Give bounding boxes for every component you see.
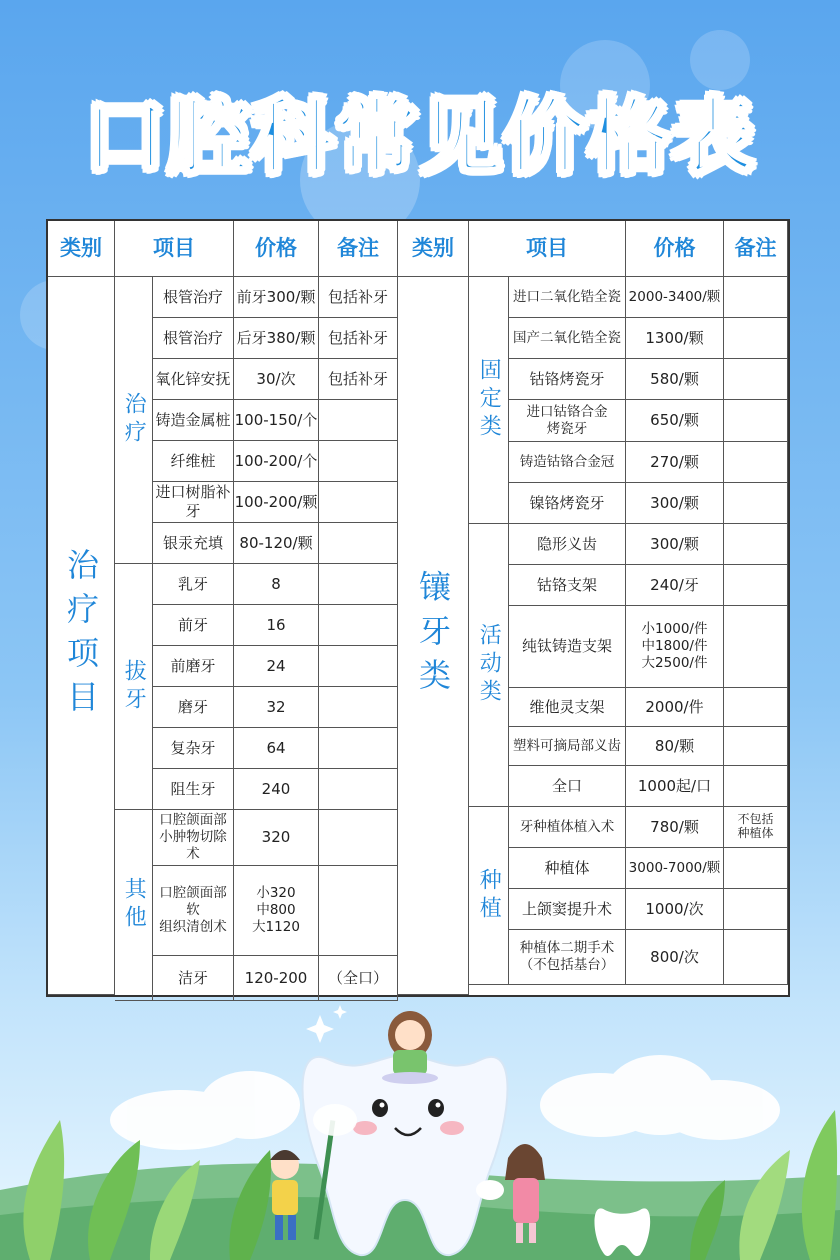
tooth-cartoon-scene bbox=[0, 1000, 840, 1260]
price-cell: 650/颗 bbox=[626, 400, 724, 442]
price-cell: 100-200/个 bbox=[234, 441, 319, 482]
price-cell: 2000-3400/颗 bbox=[626, 277, 724, 318]
header-cell: 价格 bbox=[626, 221, 724, 277]
price-cell: 80-120/颗 bbox=[234, 523, 319, 564]
header-cell: 备注 bbox=[319, 221, 398, 277]
item-cell: 洁牙 bbox=[153, 956, 234, 1001]
item-cell: 进口钴铬合金 烤瓷牙 bbox=[509, 400, 626, 442]
note-cell bbox=[724, 930, 788, 985]
note-cell: （全口） bbox=[319, 956, 398, 1001]
price-cell: 270/颗 bbox=[626, 442, 724, 483]
item-cell: 复杂牙 bbox=[153, 728, 234, 769]
price-cell: 100-150/个 bbox=[234, 400, 319, 441]
item-cell: 根管治疗 bbox=[153, 277, 234, 318]
note-cell bbox=[319, 523, 398, 564]
price-cell: 320 bbox=[234, 810, 319, 866]
item-cell: 根管治疗 bbox=[153, 318, 234, 359]
note-cell bbox=[724, 483, 788, 524]
price-cell: 前牙300/颗 bbox=[234, 277, 319, 318]
price-cell: 1300/颗 bbox=[626, 318, 724, 359]
right-group: 固定类 bbox=[469, 277, 509, 524]
note-cell bbox=[724, 727, 788, 766]
item-cell: 隐形义齿 bbox=[509, 524, 626, 565]
left-group: 其他 bbox=[115, 810, 153, 1001]
right-category: 镶牙类 bbox=[398, 277, 469, 995]
item-cell: 铸造钴铬合金冠 bbox=[509, 442, 626, 483]
item-cell: 乳牙 bbox=[153, 564, 234, 605]
note-cell bbox=[319, 728, 398, 769]
note-cell: 包括补牙 bbox=[319, 318, 398, 359]
header-cell: 项目 bbox=[115, 221, 234, 277]
item-cell: 进口树脂补牙 bbox=[153, 482, 234, 523]
note-cell bbox=[319, 441, 398, 482]
note-cell bbox=[319, 646, 398, 687]
price-cell: 30/次 bbox=[234, 359, 319, 400]
item-cell: 前牙 bbox=[153, 605, 234, 646]
note-cell bbox=[319, 605, 398, 646]
note-cell bbox=[724, 442, 788, 483]
header-cell: 备注 bbox=[724, 221, 788, 277]
header-cell: 类别 bbox=[398, 221, 469, 277]
price-cell: 小1000/件 中1800/件 大2500/件 bbox=[626, 606, 724, 688]
note-cell bbox=[319, 564, 398, 605]
item-cell: 维他灵支架 bbox=[509, 688, 626, 727]
note-cell bbox=[319, 769, 398, 810]
item-cell: 进口二氧化锆全瓷 bbox=[509, 277, 626, 318]
item-cell: 牙种植体植入术 bbox=[509, 807, 626, 848]
item-cell: 国产二氧化锆全瓷 bbox=[509, 318, 626, 359]
note-cell bbox=[319, 810, 398, 866]
note-cell bbox=[724, 277, 788, 318]
note-cell bbox=[319, 866, 398, 956]
note-cell bbox=[724, 359, 788, 400]
note-cell bbox=[724, 848, 788, 889]
price-cell: 800/次 bbox=[626, 930, 724, 985]
left-category: 治疗项目 bbox=[48, 277, 115, 995]
item-cell: 前磨牙 bbox=[153, 646, 234, 687]
note-cell: 不包括 种植体 bbox=[724, 807, 788, 848]
item-cell: 铸造金属桩 bbox=[153, 400, 234, 441]
note-cell: 包括补牙 bbox=[319, 277, 398, 318]
note-cell bbox=[319, 687, 398, 728]
item-cell: 纯钛铸造支架 bbox=[509, 606, 626, 688]
price-cell: 120-200 bbox=[234, 956, 319, 1001]
item-cell: 氧化锌安抚 bbox=[153, 359, 234, 400]
price-cell: 16 bbox=[234, 605, 319, 646]
item-cell: 纤维桩 bbox=[153, 441, 234, 482]
note-cell bbox=[724, 318, 788, 359]
price-cell: 100-200/颗 bbox=[234, 482, 319, 523]
right-group: 活动类 bbox=[469, 524, 509, 807]
item-cell: 银汞充填 bbox=[153, 523, 234, 564]
item-cell: 阻生牙 bbox=[153, 769, 234, 810]
price-cell: 24 bbox=[234, 646, 319, 687]
item-cell: 口腔颌面部软 组织清创术 bbox=[153, 866, 234, 956]
price-cell: 240 bbox=[234, 769, 319, 810]
item-cell: 口腔颌面部 小肿物切除术 bbox=[153, 810, 234, 866]
price-table bbox=[46, 219, 790, 997]
note-cell bbox=[724, 524, 788, 565]
price-cell: 3000-7000/颗 bbox=[626, 848, 724, 889]
price-cell: 小320 中800 大1120 bbox=[234, 866, 319, 956]
price-cell: 1000/次 bbox=[626, 889, 724, 930]
price-cell: 32 bbox=[234, 687, 319, 728]
price-cell: 8 bbox=[234, 564, 319, 605]
header-cell: 价格 bbox=[234, 221, 319, 277]
note-cell bbox=[724, 565, 788, 606]
item-cell: 上颌窦提升术 bbox=[509, 889, 626, 930]
header-cell: 项目 bbox=[469, 221, 626, 277]
price-cell: 80/颗 bbox=[626, 727, 724, 766]
item-cell: 钴铬支架 bbox=[509, 565, 626, 606]
page-title: 口腔科常见价格表 bbox=[83, 90, 756, 185]
note-cell bbox=[724, 606, 788, 688]
note-cell bbox=[724, 889, 788, 930]
item-cell: 钴铬烤瓷牙 bbox=[509, 359, 626, 400]
item-cell: 种植体二期手术 （不包括基台） bbox=[509, 930, 626, 985]
right-group: 种植 bbox=[469, 807, 509, 985]
price-cell: 1000起/口 bbox=[626, 766, 724, 807]
item-cell: 全口 bbox=[509, 766, 626, 807]
note-cell bbox=[724, 688, 788, 727]
price-cell: 580/颗 bbox=[626, 359, 724, 400]
note-cell bbox=[724, 400, 788, 442]
note-cell bbox=[319, 482, 398, 523]
price-cell: 300/颗 bbox=[626, 524, 724, 565]
price-cell: 64 bbox=[234, 728, 319, 769]
item-cell: 磨牙 bbox=[153, 687, 234, 728]
note-cell bbox=[724, 766, 788, 807]
item-cell: 塑料可摘局部义齿 bbox=[509, 727, 626, 766]
item-cell: 种植体 bbox=[509, 848, 626, 889]
note-cell bbox=[319, 400, 398, 441]
left-group: 治疗 bbox=[115, 277, 153, 564]
price-cell: 300/颗 bbox=[626, 483, 724, 524]
item-cell: 镍铬烤瓷牙 bbox=[509, 483, 626, 524]
price-cell: 240/牙 bbox=[626, 565, 724, 606]
left-group: 拔牙 bbox=[115, 564, 153, 810]
price-cell: 后牙380/颗 bbox=[234, 318, 319, 359]
header-cell: 类别 bbox=[48, 221, 115, 277]
price-cell: 2000/件 bbox=[626, 688, 724, 727]
price-cell: 780/颗 bbox=[626, 807, 724, 848]
note-cell: 包括补牙 bbox=[319, 359, 398, 400]
